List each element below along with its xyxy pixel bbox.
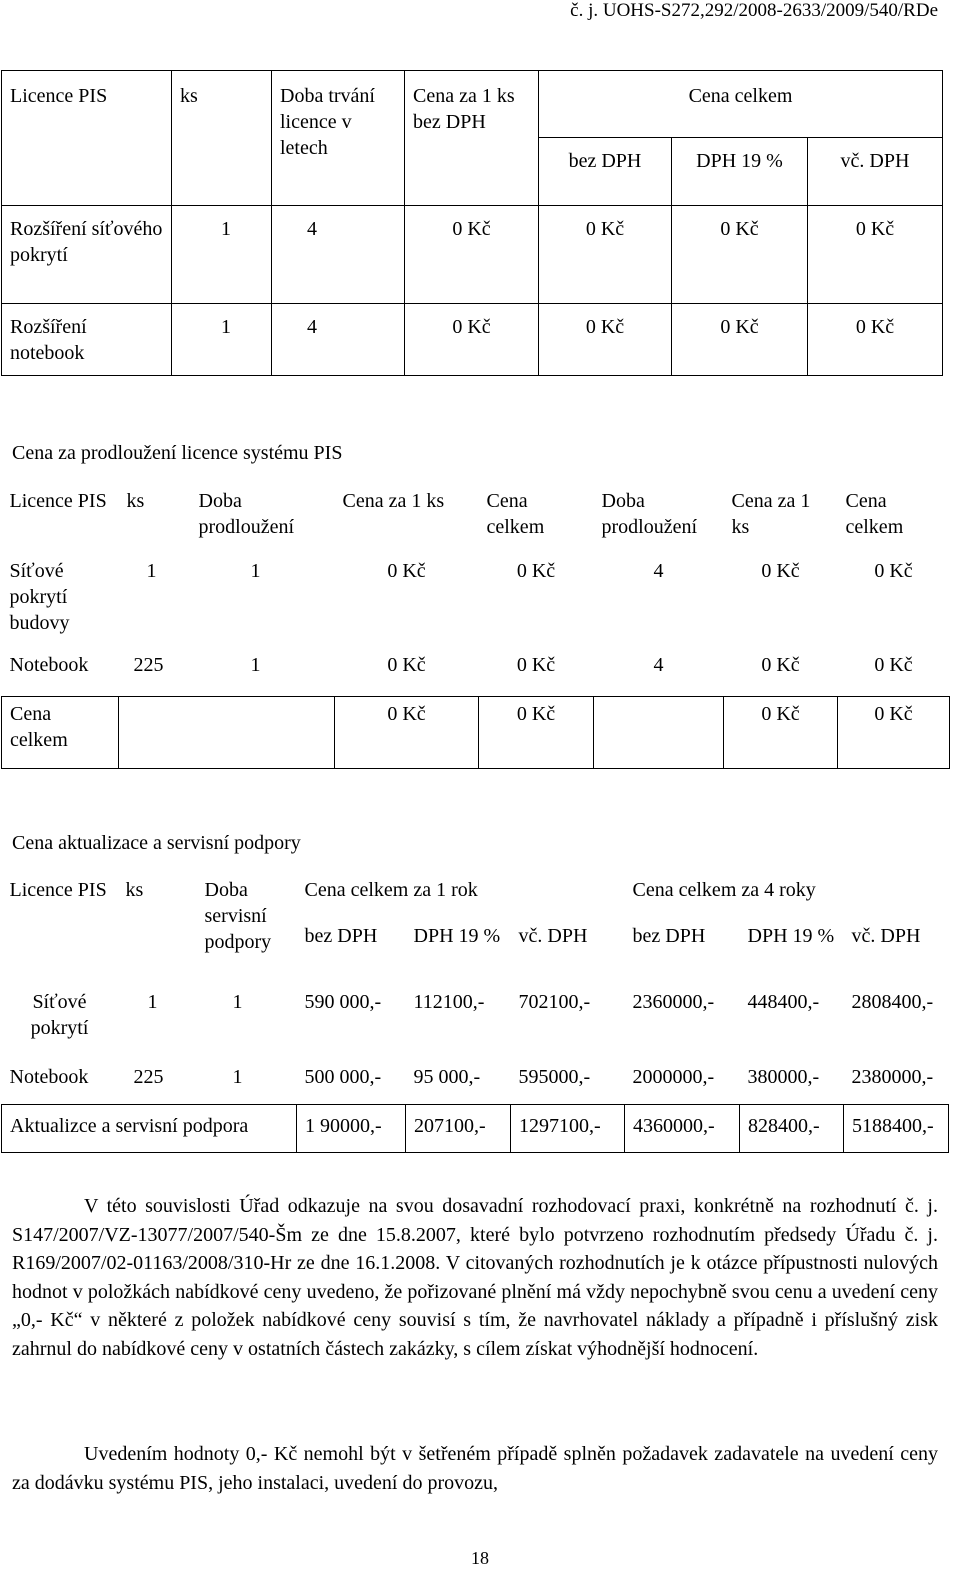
- prodlouzeni-title: Cena za prodloužení licence systému PIS: [12, 442, 343, 464]
- cell-doba-2: 4: [653, 560, 664, 582]
- cell-dph-1: 207100,-: [406, 1104, 511, 1152]
- header-vc-dph-1: vč. DPH: [518, 925, 588, 947]
- cell-bez-1: 590 000,-: [304, 991, 382, 1013]
- cell-dph-4: 448400,-: [747, 991, 820, 1013]
- cell-bez-1: 500 000,-: [304, 1066, 382, 1088]
- table-row: [2, 206, 943, 304]
- cell-dph: 0 Kč: [672, 206, 808, 304]
- row-name: Síťové pokrytí budovy: [9, 560, 70, 634]
- header-doba-1: Doba prodloužení: [198, 490, 295, 538]
- row-name: Aktualizce a servisní podpora: [2, 1104, 297, 1152]
- cell-ks: 225: [133, 654, 164, 676]
- cell-cena-1: 0 Kč: [405, 206, 539, 304]
- cell-cena-2: 0 Kč: [761, 654, 800, 676]
- empty-cell: [119, 696, 335, 768]
- table-row: [2, 983, 949, 1056]
- cell-celkem-1: 0 Kč: [516, 560, 556, 582]
- header-celkem-1: Cena celkem: [486, 490, 545, 538]
- header-4-roky: Cena celkem za 4 roky: [632, 879, 816, 901]
- cell-dph-4: 828400,-: [740, 1104, 844, 1152]
- header-dph-4: DPH 19 %: [747, 925, 835, 947]
- cell-cena-1: 0 Kč: [405, 304, 539, 376]
- table-row: [2, 648, 950, 696]
- cell-doba: 1: [232, 1066, 243, 1088]
- header-licence: Licence PIS: [9, 879, 107, 901]
- cell-doba-2: 4: [653, 654, 664, 676]
- cell-ks: 1: [147, 991, 158, 1013]
- cell-vc-4: 2380000,-: [851, 1066, 934, 1088]
- header-vc-dph: vč. DPH: [808, 138, 943, 206]
- paragraph-2: [12, 1440, 938, 1497]
- header-1-rok: Cena celkem za 1 rok: [304, 879, 478, 901]
- row-name: Rozšíření notebook: [2, 304, 172, 376]
- cell-vc-dph: 0 Kč: [808, 206, 943, 304]
- header-licence: Licence PIS: [9, 490, 107, 512]
- document-reference: č. j. UOHS-S272,292/2008-2633/2009/540/RDe: [570, 0, 938, 21]
- row-name: Síťové pokrytí: [30, 991, 89, 1039]
- table-row: [2, 304, 943, 376]
- cell-dph-1: 95 000,-: [413, 1066, 481, 1088]
- header-cena-celkem: Cena celkem: [539, 71, 943, 138]
- cell-ks: 1: [172, 304, 272, 376]
- cell-doba-1: 1: [250, 654, 261, 676]
- cell-bez-dph: 0 Kč: [539, 304, 672, 376]
- cell-cena-1: 0 Kč: [335, 696, 479, 768]
- header-celkem-2: Cena celkem: [845, 490, 904, 538]
- cell-bez-dph: 0 Kč: [539, 206, 672, 304]
- paragraph-1: [12, 1192, 938, 1363]
- header-doba: Doba servisní podpory: [204, 879, 272, 953]
- table-row: [2, 1056, 949, 1104]
- row-name: Notebook: [9, 1066, 89, 1088]
- cell-vc-1: 1297100,-: [511, 1104, 625, 1152]
- cell-doba: 4: [272, 304, 405, 376]
- cell-celkem-2: 0 Kč: [838, 696, 950, 768]
- cell-doba: 4: [272, 206, 405, 304]
- cell-cena-1: 0 Kč: [387, 654, 426, 676]
- licence-table: [1, 70, 943, 376]
- paragraph-1-text: V této souvislosti Úřad odkazuje na svou dosavadní rozhodovací praxi, konkrétně na rozhodnutí č. j. S147/2007/VZ-13077/2007/540-Šm ze dne 15.8.2007, které bylo potvrzeno rozhodnutím předsedy Úřadu č. j. R169/2007/02-01163/2008/310-Hr ze dne 16.1.2008. V citovaných rozhodnutích je k otázce přípustnosti nulových hodnot v položkách nabídkové ceny uvedeno, že pořizované plnění má vždy nepochybně svou cenu a uvedení ceny „0,- Kč“ v některé z položek nabídkové ceny souvisí s tím, že navrhovatel náklady a případně i příslušný zisk zahrnul do nabídkové ceny v ostatních částech zakázky, s cílem získat výhodnější hodnocení.: [12, 1195, 938, 1360]
- header-cena-1: Cena za 1 ks: [342, 490, 445, 512]
- header-ks: ks: [126, 490, 145, 512]
- empty-cell: [594, 696, 724, 768]
- cell-celkem-2: 0 Kč: [874, 654, 913, 676]
- header-bez-dph-1: bez DPH: [304, 925, 378, 947]
- cell-doba: 1: [232, 991, 243, 1013]
- header-ks: ks: [172, 71, 272, 206]
- page-number: 18: [471, 1548, 489, 1568]
- header-cena-2: Cena za 1 ks: [731, 490, 811, 538]
- cell-bez-4: 2360000,-: [632, 991, 715, 1013]
- header-bez-dph-4: bez DPH: [632, 925, 706, 947]
- aktualizace-title: Cena aktualizace a servisní podpory: [12, 832, 301, 854]
- header-doba: Doba trvání licence v letech: [272, 71, 405, 206]
- header-vc-dph-4: vč. DPH: [851, 925, 921, 947]
- cell-ks: 225: [133, 1066, 164, 1088]
- cell-celkem-2: 0 Kč: [874, 560, 913, 582]
- header-ks: ks: [125, 879, 144, 901]
- cell-bez-4: 4360000,-: [625, 1104, 740, 1152]
- cell-bez-1: 1 90000,-: [297, 1104, 406, 1152]
- header-licence: Licence PIS: [2, 71, 172, 206]
- cell-doba-1: 1: [250, 560, 261, 582]
- header-doba-2: Doba prodloužení: [601, 490, 698, 538]
- cell-vc-4: 2808400,-: [851, 991, 934, 1013]
- cell-ks: 1: [146, 560, 157, 582]
- cell-dph: 0 Kč: [672, 304, 808, 376]
- table-row: [2, 552, 950, 648]
- cell-cena-2: 0 Kč: [724, 696, 838, 768]
- cell-vc-4: 5188400,-: [844, 1104, 949, 1152]
- cell-cena-2: 0 Kč: [761, 560, 800, 582]
- header-dph: DPH 19 %: [672, 138, 808, 206]
- cell-cena-1: 0 Kč: [387, 560, 426, 582]
- row-name: Rozšíření síťového pokrytí: [2, 206, 172, 304]
- header-cena-1: Cena za 1 ks bez DPH: [405, 71, 539, 206]
- cell-bez-4: 2000000,-: [632, 1066, 715, 1088]
- paragraph-2-text: Uvedením hodnoty 0,- Kč nemohl být v šetřeném případě splněn požadavek zadavatele na uvedení ceny za dodávku systému PIS, jeho instalaci, uvedení do provozu,: [12, 1443, 938, 1494]
- cell-vc-1: 595000,-: [518, 1066, 591, 1088]
- header-bez-dph: bez DPH: [539, 138, 672, 206]
- total-row: [2, 1104, 949, 1152]
- header-dph-1: DPH 19 %: [413, 925, 501, 947]
- cell-vc-dph: 0 Kč: [808, 304, 943, 376]
- prodlouzeni-table: [1, 478, 950, 769]
- cell-vc-1: 702100,-: [518, 991, 591, 1013]
- row-name: Cena celkem: [2, 696, 119, 768]
- cell-ks: 1: [172, 206, 272, 304]
- row-name: Notebook: [9, 654, 89, 676]
- cell-celkem-1: 0 Kč: [516, 654, 556, 676]
- total-row: [2, 696, 950, 768]
- cell-dph-4: 380000,-: [747, 1066, 820, 1088]
- aktualizace-table: [1, 867, 949, 1153]
- cell-celkem-1: 0 Kč: [479, 696, 594, 768]
- cell-dph-1: 112100,-: [413, 991, 485, 1013]
